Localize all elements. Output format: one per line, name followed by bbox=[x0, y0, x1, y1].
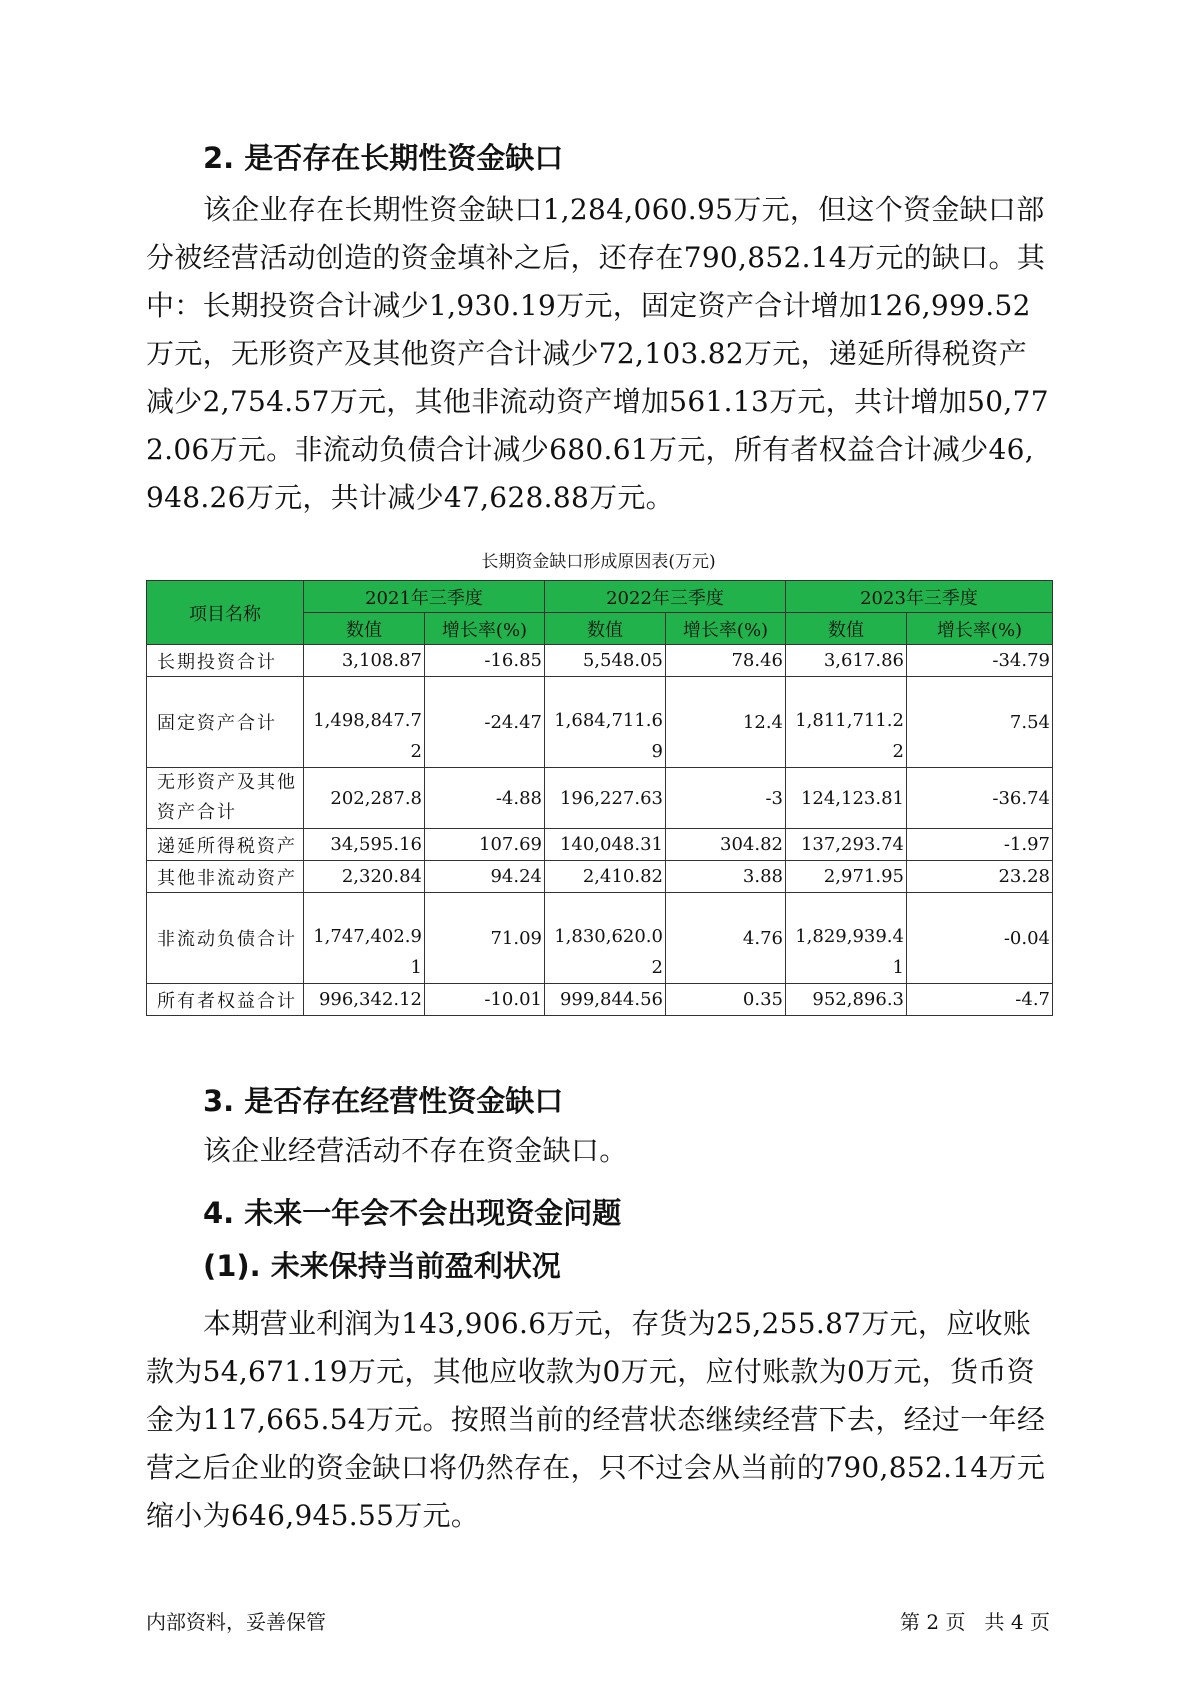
cell-value: 1,830,620.02 bbox=[545, 893, 666, 984]
row-name: 其他非流动资产 bbox=[147, 861, 304, 893]
cell-growth: -34.79 bbox=[907, 645, 1053, 677]
footer-page-number: 第 2 页 共 4 页 bbox=[900, 1610, 1050, 1634]
cell-value: 996,342.12 bbox=[304, 984, 425, 1016]
table-row bbox=[147, 645, 1053, 677]
cell-value: 1,684,711.69 bbox=[545, 677, 666, 768]
section-3-paragraph: 该企业经营活动不存在资金缺口。 bbox=[203, 1134, 628, 1167]
cell-growth: 304.82 bbox=[666, 829, 786, 861]
cell-value: 999,844.56 bbox=[545, 984, 666, 1016]
section-4-1-heading: (1). 未来保持当前盈利状况 bbox=[203, 1249, 561, 1283]
cell-value: 34,595.16 bbox=[304, 829, 425, 861]
table-row bbox=[147, 984, 1053, 1016]
cell-value: 137,293.74 bbox=[786, 829, 907, 861]
cell-growth: -4.88 bbox=[425, 768, 545, 829]
cell-value: 2,320.84 bbox=[304, 861, 425, 893]
cell-growth: 71.09 bbox=[425, 893, 545, 984]
cell-value: 1,498,847.72 bbox=[304, 677, 425, 768]
cell-value: 1,829,939.41 bbox=[786, 893, 907, 984]
cell-growth: -36.74 bbox=[907, 768, 1053, 829]
cell-growth: 23.28 bbox=[907, 861, 1053, 893]
table-row bbox=[147, 768, 1053, 829]
header-growth: 增长率(%) bbox=[425, 613, 545, 645]
cell-growth: -3 bbox=[666, 768, 786, 829]
table-row bbox=[147, 677, 1053, 768]
row-name: 递延所得税资产 bbox=[147, 829, 304, 861]
cell-growth: -10.01 bbox=[425, 984, 545, 1016]
cell-growth: 78.46 bbox=[666, 645, 786, 677]
section-3-heading: 3. 是否存在经营性资金缺口 bbox=[203, 1084, 564, 1118]
row-name: 无形资产及其他资产合计 bbox=[147, 768, 304, 829]
section-2-paragraph: 该企业存在长期性资金缺口1,284,060.95万元，但这个资金缺口部分被经营活动创造的资金填补之后，还存在790,852.14万元的缺口。其中：长期投资合计减少1,930.19万元，固定资产合计增加126,999.52万元，无形资产及其他资产合计减少72,103.82万元，递延所得税资产减少2,754.57万元，其他非流动资产增加561.13万元，共计增加50,772.06万元。非流动负债合计减少680.61万元，所有者权益合计减少46,948.26万元，共计减少47,628.88万元。 bbox=[146, 193, 1049, 514]
cell-value: 196,227.63 bbox=[545, 768, 666, 829]
header-value: 数值 bbox=[545, 613, 666, 645]
header-value: 数值 bbox=[304, 613, 425, 645]
cell-growth: 7.54 bbox=[907, 677, 1053, 768]
section-4-heading: 4. 未来一年会不会出现资金问题 bbox=[203, 1196, 622, 1230]
table-row bbox=[147, 893, 1053, 984]
footer-confidential-note: 内部资料，妥善保管 bbox=[146, 1610, 326, 1634]
cell-growth: -1.97 bbox=[907, 829, 1053, 861]
row-name: 固定资产合计 bbox=[147, 677, 304, 768]
cell-growth: 0.35 bbox=[666, 984, 786, 1016]
row-name: 所有者权益合计 bbox=[147, 984, 304, 1016]
cell-growth: -16.85 bbox=[425, 645, 545, 677]
cell-growth: 3.88 bbox=[666, 861, 786, 893]
cell-growth: -4.7 bbox=[907, 984, 1053, 1016]
long-term-gap-table bbox=[146, 580, 1053, 1016]
cell-growth: 12.4 bbox=[666, 677, 786, 768]
row-name: 非流动负债合计 bbox=[147, 893, 304, 984]
cell-value: 202,287.8 bbox=[304, 768, 425, 829]
cell-value: 952,896.3 bbox=[786, 984, 907, 1016]
cell-value: 1,747,402.91 bbox=[304, 893, 425, 984]
header-period-2023: 2023年三季度 bbox=[786, 581, 1053, 613]
table-row bbox=[147, 829, 1053, 861]
cell-value: 1,811,711.22 bbox=[786, 677, 907, 768]
header-growth: 增长率(%) bbox=[666, 613, 786, 645]
row-name: 长期投资合计 bbox=[147, 645, 304, 677]
cell-growth: 4.76 bbox=[666, 893, 786, 984]
cell-growth: -0.04 bbox=[907, 893, 1053, 984]
cell-growth: -24.47 bbox=[425, 677, 545, 768]
cell-value: 124,123.81 bbox=[786, 768, 907, 829]
cell-value: 2,971.95 bbox=[786, 861, 907, 893]
header-period-2021: 2021年三季度 bbox=[304, 581, 545, 613]
cell-value: 3,617.86 bbox=[786, 645, 907, 677]
header-value: 数值 bbox=[786, 613, 907, 645]
cell-value: 5,548.05 bbox=[545, 645, 666, 677]
header-growth: 增长率(%) bbox=[907, 613, 1053, 645]
cell-value: 2,410.82 bbox=[545, 861, 666, 893]
cell-growth: 94.24 bbox=[425, 861, 545, 893]
section-4-1-paragraph: 本期营业利润为143,906.6万元，存货为25,255.87万元，应收账款为54,671.19万元，其他应收款为0万元，应付账款为0万元，货币资金为117,665.54万元。按照当前的经营状态继续经营下去，经过一年经营之后企业的资金缺口将仍然存在，只不过会从当前的790,852.14万元缩小为646,945.55万元。 bbox=[146, 1307, 1046, 1532]
table-row bbox=[147, 861, 1053, 893]
cell-growth: 107.69 bbox=[425, 829, 545, 861]
header-period-2022: 2022年三季度 bbox=[545, 581, 786, 613]
header-item-name: 项目名称 bbox=[147, 581, 304, 645]
cell-value: 140,048.31 bbox=[545, 829, 666, 861]
cell-value: 3,108.87 bbox=[304, 645, 425, 677]
section-2-heading: 2. 是否存在长期性资金缺口 bbox=[203, 141, 564, 175]
table-caption: 长期资金缺口形成原因表(万元) bbox=[481, 552, 716, 572]
